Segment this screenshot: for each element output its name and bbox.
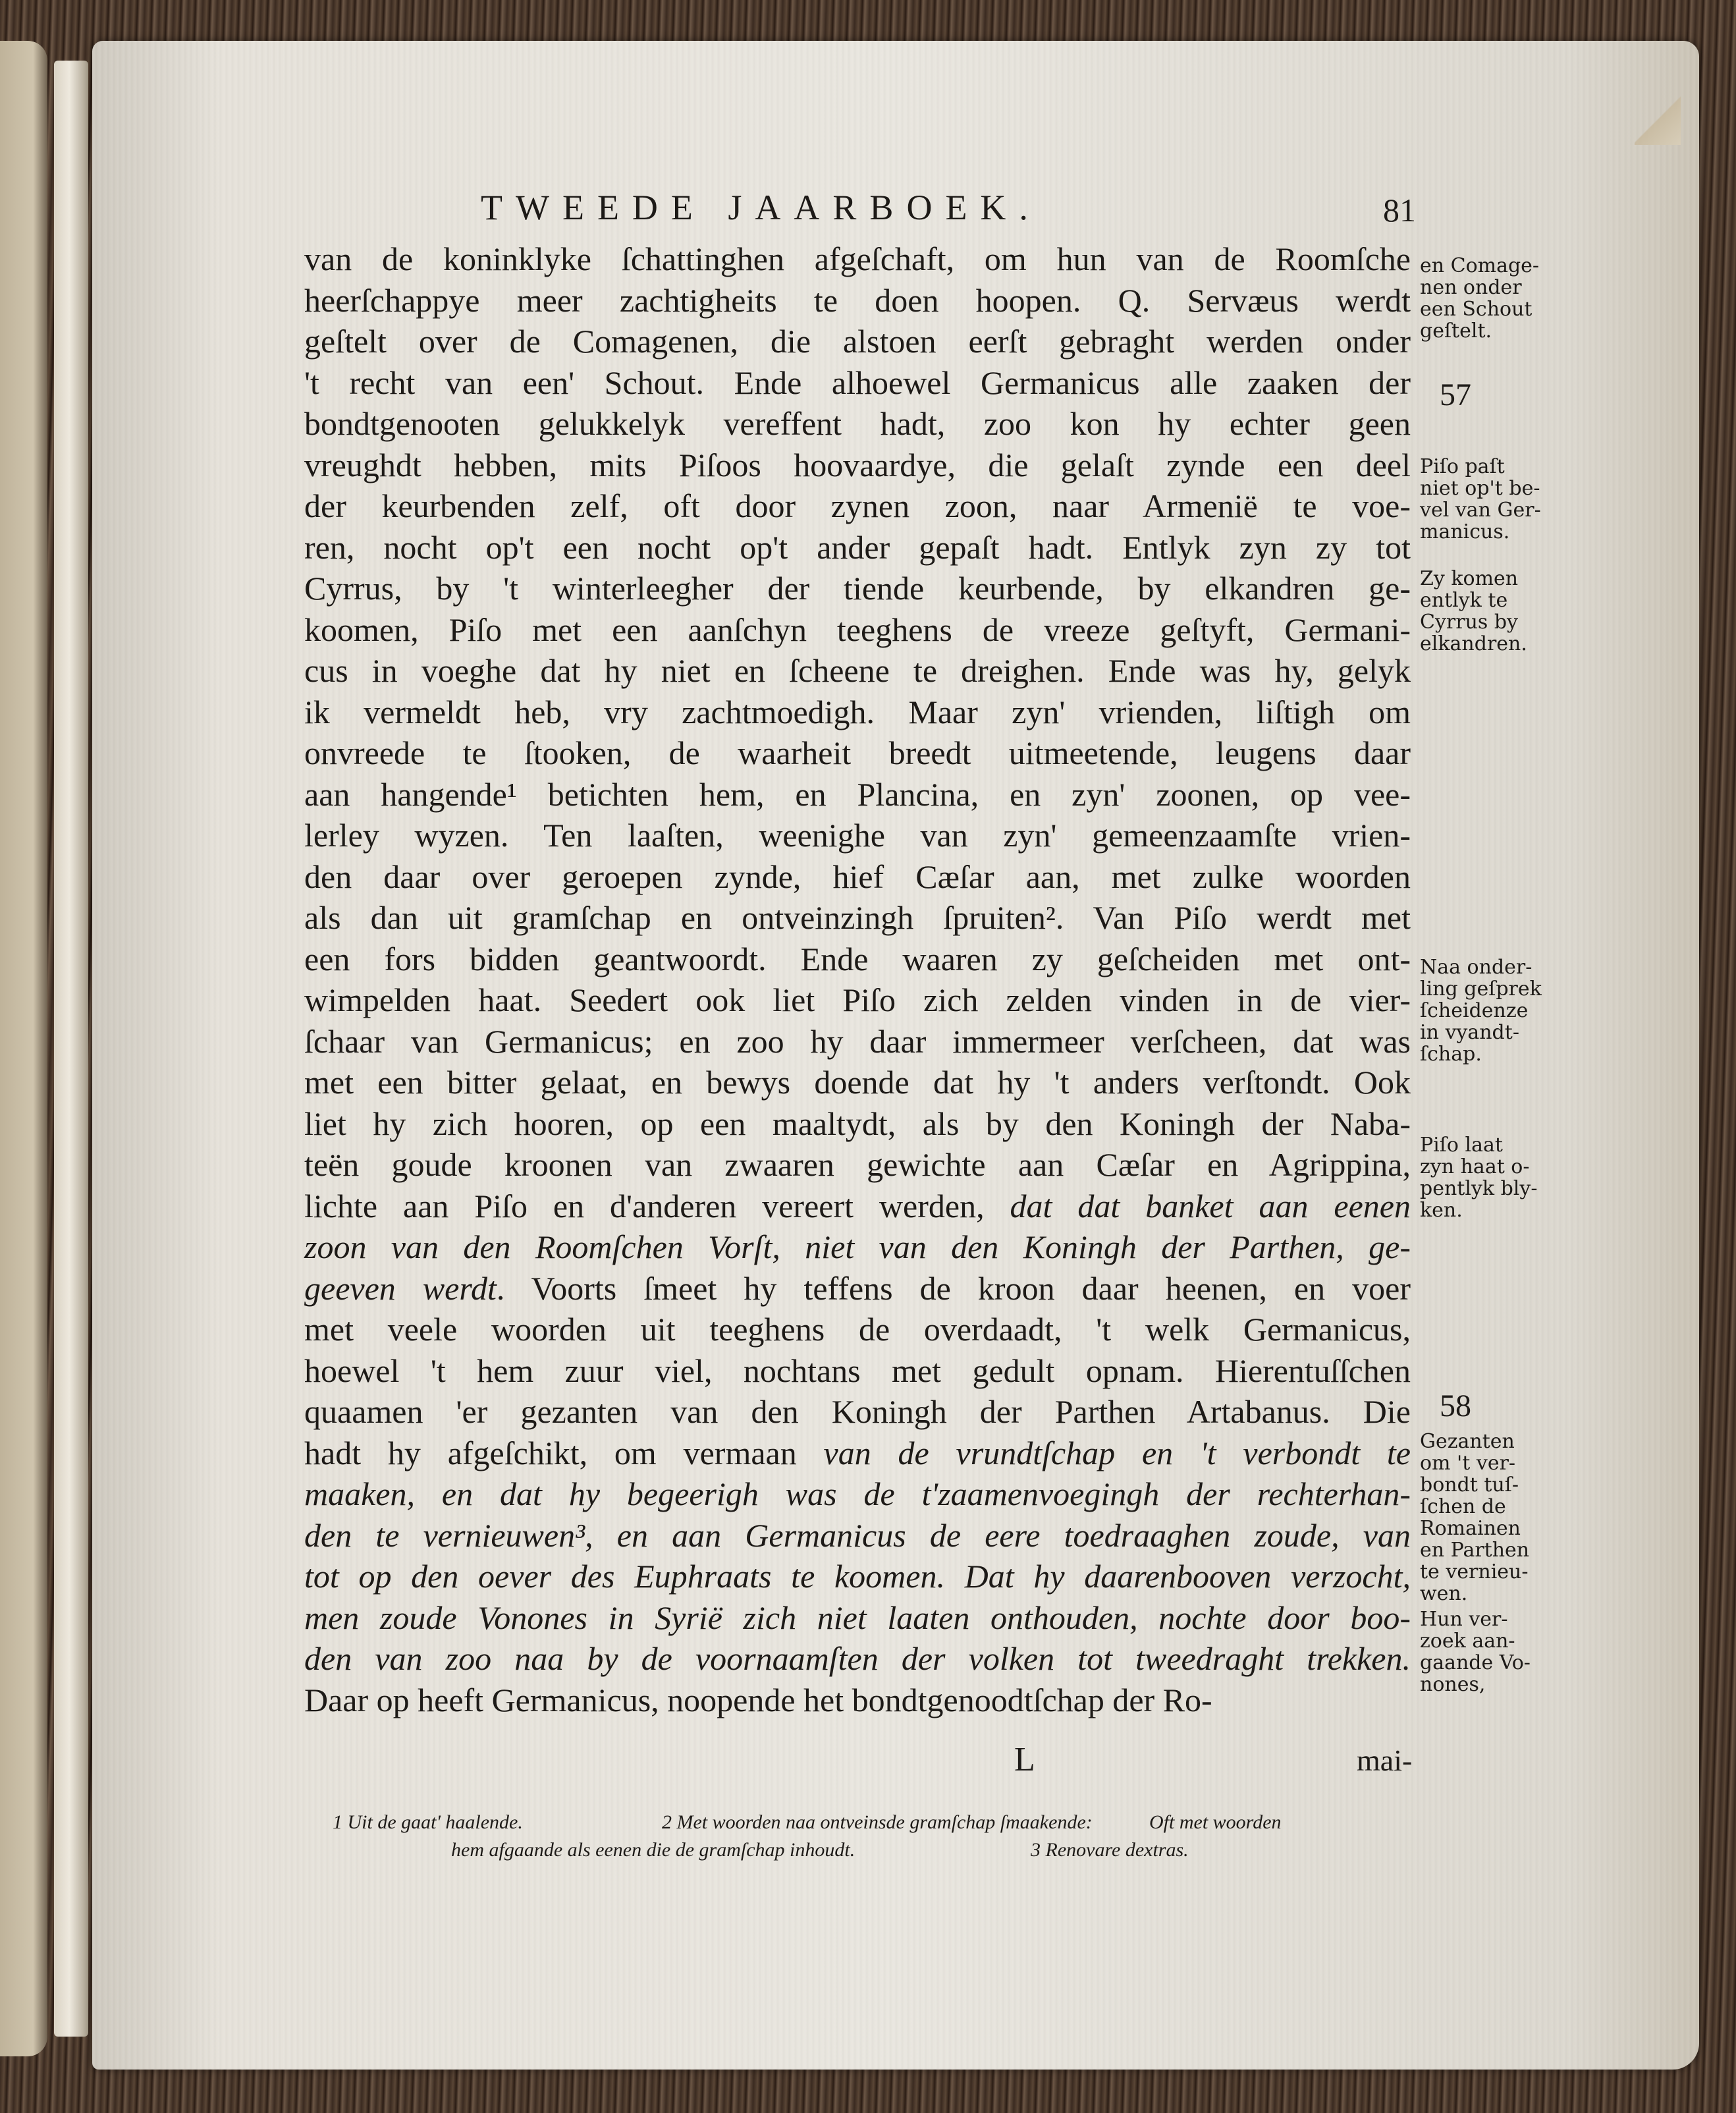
margin-note-line: Naa onder- — [1420, 956, 1533, 979]
italic-text: den van zoo naa by de voornaamſten der volken tot tweedraght trekken. — [304, 1640, 1411, 1677]
roman-text: met veele woorden uit teeghens de overdaadt, 't welk Germanicus, — [304, 1311, 1411, 1348]
page-number: 81 — [1383, 192, 1416, 229]
footnote: hem afgaande als eenen die de gramſchap inhoudt. — [451, 1839, 855, 1861]
text-line — [304, 732, 1411, 774]
roman-text: ſchaar van Germanicus; en zoo hy daar immermeer verſcheen, dat was — [304, 1022, 1411, 1060]
facing-page-edge — [0, 41, 47, 2056]
text-line — [304, 815, 1411, 856]
margin-note — [1420, 255, 1571, 342]
roman-text: als dan uit gramſchap en ontveinzingh ſpruiten². Van Piſo werdt met — [304, 899, 1411, 936]
running-title: TWEEDE JAARBOEK. — [481, 188, 1041, 227]
text-line — [304, 1226, 1411, 1268]
roman-text: 't recht van een' Schout. Ende alhoewel Germanicus alle zaaken der — [304, 364, 1411, 401]
text-line — [304, 1144, 1411, 1186]
margin-note-line: nones, — [1420, 1673, 1486, 1696]
margin-note-line: entlyk te — [1420, 589, 1508, 612]
italic-text: tot op den oever des Euphraats te koomen. Dat hy daarenbooven verzocht, — [304, 1558, 1411, 1595]
roman-text: koomen, Piſo met een aanſchyn teeghens de vreeze geſtyft, Germani- — [304, 611, 1411, 648]
roman-text: quaamen 'er gezanten van den Koningh der Parthen Artabanus. Die — [304, 1393, 1411, 1430]
margin-note — [1420, 1431, 1571, 1605]
italic-text: maaken, en dat hy begeerigh was de t'zaamenvoegingh der rechterhan- — [304, 1475, 1411, 1512]
margin-note-line: om 't ver- — [1420, 1452, 1516, 1475]
margin-note-line: te vernieu- — [1420, 1560, 1529, 1583]
text-line — [304, 1062, 1411, 1103]
footnote-row — [333, 1836, 1452, 1864]
text-line — [304, 362, 1411, 404]
text-line — [304, 650, 1411, 692]
text-line — [304, 280, 1411, 321]
roman-text: lerley wyzen. Ten laaſten, weenighe van zyn' gemeenzaamſte vrien- — [304, 817, 1411, 854]
roman-text: Cyrrus, by 't winterleegher der tiende keurbende, by elkandren ge- — [304, 570, 1411, 607]
text-line — [304, 1391, 1411, 1433]
italic-text: den te vernieuwen³, en aan Germanicus de eere toedraaghen zoude, van — [304, 1516, 1411, 1554]
text-line — [304, 568, 1411, 609]
margin-note-line: manicus. — [1420, 520, 1510, 543]
roman-text: . Voorts ſmeet hy teffens de kroon daar heenen, en voer — [496, 1269, 1411, 1307]
roman-text: der keurbenden zelf, oft door zynen zoon, naar Armenië te voe- — [304, 487, 1411, 524]
margin-note-line: een Schout — [1420, 298, 1533, 321]
folded-corner — [1635, 92, 1681, 145]
italic-text: men zoude Vonones in Syrië zich niet laaten onthouden, nochte door boo- — [304, 1599, 1411, 1636]
margin-note-line: geſtelt. — [1420, 319, 1492, 343]
roman-text: heerſchappye meer zachtigheits te doen hoopen. Q. Servæus werdt — [304, 281, 1411, 319]
roman-text: onvreede te ſtooken, de waarheit breedt uitmeetende, leugens daar — [304, 734, 1411, 771]
margin-note-line: ſchen de — [1420, 1495, 1506, 1518]
margin-note-line: Gezanten — [1420, 1430, 1515, 1453]
roman-text: hoewel 't hem zuur viel, nochtans met gedult opnam. Hierentuſſchen — [304, 1352, 1411, 1389]
section-number: 58 — [1440, 1388, 1471, 1423]
roman-text: een fors bidden geantwoordt. Ende waaren zy geſcheiden met ont- — [304, 940, 1411, 977]
italic-text: dat dat banket aan eenen — [1010, 1187, 1411, 1224]
roman-text: den daar over geroepen zynde, hief Cæſar aan, met zulke woorden — [304, 858, 1411, 895]
italic-text: zoon van den Roomſchen Vorſt, niet van den Koningh der Parthen, ge- — [304, 1228, 1411, 1265]
margin-note-line: ſcheidenze — [1420, 999, 1529, 1022]
catchword: mai- — [1357, 1743, 1413, 1777]
text-line — [304, 939, 1411, 980]
roman-text: ren, nocht op't een nocht op't ander gepaſt hadt. Entlyk zyn zy tot — [304, 528, 1411, 566]
text-line — [304, 1021, 1411, 1062]
text-line — [304, 445, 1411, 486]
margin-note-line: bondt tuſ- — [1420, 1473, 1519, 1496]
margin-note-line: ling geſprek — [1420, 977, 1542, 1001]
margin-note-line: pentlyk bly- — [1420, 1177, 1538, 1200]
roman-text: Daar op heeft Germanicus, noopende het bondtgenoodtſchap der Ro- — [304, 1681, 1212, 1718]
book-page — [92, 41, 1699, 2070]
roman-text: bondtgenooten gelukkelyk vereffent hadt, zoo kon hy echter geen — [304, 405, 1411, 442]
italic-text: geeven werdt — [304, 1269, 497, 1307]
margin-note-line: in vyandt- — [1420, 1021, 1519, 1044]
roman-text: cus in voeghe dat hy niet en ſcheene te dreighen. Ende was hy, gelyk — [304, 652, 1411, 689]
roman-text: ik vermeldt heb, vry zachtmoedigh. Maar zyn' vrienden, liſtigh om — [304, 693, 1411, 730]
margin-note — [1420, 568, 1571, 655]
body-text — [304, 238, 1411, 1720]
margin-note-line: Cyrrus by — [1420, 611, 1518, 634]
text-line — [304, 485, 1411, 527]
footnote: Oft met woorden — [1149, 1811, 1282, 1833]
text-line — [304, 1268, 1411, 1309]
text-line — [304, 403, 1411, 445]
margin-note-line: niet op't be- — [1420, 477, 1540, 500]
text-line — [304, 774, 1411, 815]
section-number: 57 — [1440, 377, 1471, 412]
footnote: 2 Met woorden naa ontveinsde gramſchap ſmaakende: — [662, 1811, 1093, 1833]
roman-text: geſtelt over de Comagenen, die alstoen eerſt gebraght werden onder — [304, 323, 1411, 360]
margin-note-line: Piſo laat — [1420, 1134, 1503, 1157]
margin-note-line: Zy komen — [1420, 567, 1519, 590]
text-line — [304, 1433, 1411, 1474]
text-line — [304, 897, 1411, 939]
roman-text: teën goude kroonen van zwaaren gewichte aan Cæſar en Agrippina, — [304, 1146, 1411, 1183]
text-line — [304, 527, 1411, 568]
margin-note — [1420, 1608, 1571, 1695]
margin-note-line: wen. — [1420, 1582, 1468, 1605]
margin-note-line: Piſo paſt — [1420, 455, 1505, 478]
roman-text: met een bitter gelaat, en bewys doende dat hy 't anders verſtondt. Ook — [304, 1064, 1411, 1101]
roman-text: vreughdt hebben, mits Piſoos hoovaardye, die gelaſt zynde een deel — [304, 446, 1411, 483]
margin-note-line: Romainen — [1420, 1517, 1521, 1540]
margin-note — [1420, 456, 1571, 543]
text-line — [304, 1515, 1411, 1556]
margin-note-line: en Parthen — [1420, 1539, 1530, 1562]
text-line — [304, 856, 1411, 898]
footnote: 3 Renovare dextras. — [1031, 1839, 1189, 1861]
footnote-row — [333, 1809, 1452, 1836]
margin-note — [1420, 956, 1571, 1065]
margin-notes — [1420, 238, 1571, 1819]
page-header — [481, 187, 1416, 233]
margin-note-line: nen onder — [1420, 276, 1522, 299]
roman-text: liet hy zich hooren, op een maaltydt, als by den Koningh der Naba- — [304, 1105, 1411, 1142]
footnote: 1 Uit de gaat' haalende. — [333, 1811, 523, 1833]
roman-text: hadt hy afgeſchikt, om vermaan — [304, 1434, 824, 1471]
text-line — [304, 1638, 1411, 1680]
margin-note-line: elkandren. — [1420, 632, 1527, 655]
margin-note-line: gaande Vo- — [1420, 1651, 1531, 1674]
text-line — [304, 1103, 1411, 1145]
roman-text: aan hangende¹ betichten hem, en Plancina, en zyn' zoonen, op vee- — [304, 775, 1411, 813]
signature-mark: L — [1014, 1741, 1035, 1778]
text-line — [304, 321, 1411, 362]
margin-note-line: en Comage- — [1420, 254, 1540, 277]
text-line — [304, 979, 1411, 1021]
text-line — [304, 1186, 1411, 1227]
page-gutter — [54, 61, 88, 2037]
text-line — [304, 238, 1411, 280]
text-line — [304, 609, 1411, 651]
roman-text: van de koninklyke ſchattinghen afgeſchaft, om hun van de Roomſche — [304, 240, 1411, 277]
margin-note — [1420, 1134, 1571, 1221]
margin-note-line: Hun ver- — [1420, 1608, 1508, 1631]
text-line — [304, 1597, 1411, 1639]
roman-text: lichte aan Piſo en d'anderen vereert werden, — [304, 1187, 1010, 1224]
margin-note-line: zyn haat o- — [1420, 1155, 1530, 1178]
text-line — [304, 1680, 1411, 1721]
roman-text: wimpelden haat. Seedert ook liet Piſo zich zelden vinden in de vier- — [304, 981, 1411, 1018]
text-line — [304, 1473, 1411, 1515]
text-line — [304, 692, 1411, 733]
italic-text: van de vrundtſchap en 't verbondt te — [823, 1434, 1411, 1471]
margin-note-line: vel van Ger- — [1420, 499, 1541, 522]
margin-note-line: ſchap. — [1420, 1043, 1482, 1066]
text-line — [304, 1556, 1411, 1597]
text-line — [304, 1309, 1411, 1350]
margin-note-line: ken. — [1420, 1199, 1463, 1222]
footnotes — [333, 1809, 1452, 1864]
margin-note-line: zoek aan- — [1420, 1630, 1515, 1653]
text-line — [304, 1350, 1411, 1392]
